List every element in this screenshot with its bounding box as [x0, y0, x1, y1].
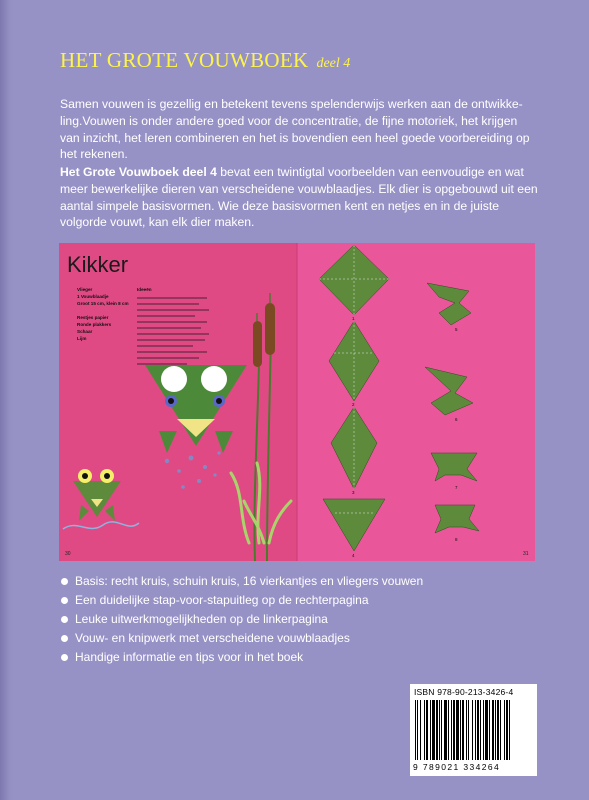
intro-paragraph-1: Samen vouwen is gezellig en betekent tevens spelenderwijs werken aan de ontwikkeling.Vouwen is onder andere goed voor de concentratie, de fijne motoriek, het krijgen van inzicht, het leren combineren en het is bovendien een heel goede voorbereiding op het rekenen.: [60, 97, 530, 162]
barcode-bar: [489, 700, 490, 760]
bullet-dot-icon: [61, 597, 68, 604]
step-number: 8: [455, 537, 458, 542]
step-number: 4: [352, 553, 355, 558]
bullet-dot-icon: [61, 654, 68, 661]
barcode-bar: [468, 700, 469, 760]
barcode-bar: [436, 700, 438, 760]
step-number: 7: [455, 485, 458, 490]
barcode-bar: [453, 700, 455, 760]
step-number: 3: [352, 490, 355, 495]
barcode-bar: [430, 700, 431, 760]
barcode-bar: [477, 700, 479, 760]
barcode-bar: [451, 700, 452, 760]
material-item: Groot 15 cm, klein 8 cm: [77, 301, 129, 306]
feature-list: [60, 572, 540, 667]
barcode-bar: [417, 700, 418, 760]
right-page-number: 31: [523, 551, 529, 557]
isbn-text: ISBN 978-90-213-3426-4: [414, 687, 514, 697]
bullet-dot-icon: [61, 616, 68, 623]
feature-item: Handige informatie en tips voor in het boek: [60, 648, 540, 667]
barcode-bar: [480, 700, 481, 760]
step-number: 1: [352, 316, 355, 321]
barcode-bar: [475, 700, 476, 760]
barcode-bar: [506, 700, 508, 760]
step-number: 2: [352, 402, 355, 407]
intro-paragraph-2: [60, 164, 538, 231]
feature-item: Basis: recht kruis, schuin kruis, 16 vierkantjes en vliegers vouwen: [60, 572, 540, 591]
title-main: HET GROTE VOUWBOEK: [60, 48, 309, 72]
ean-digits: 9 789021 334264: [413, 762, 501, 772]
book-title: [60, 48, 350, 73]
step-number: 5: [455, 327, 458, 332]
barcode-bar: [500, 700, 501, 760]
barcode-bar: [466, 700, 467, 760]
barcode-bar: [472, 700, 473, 760]
book-spine-edge: [0, 0, 14, 800]
feature-item: Leuke uitwerkmogelijkheden op de linkerpagina: [60, 610, 540, 629]
barcode-bar: [485, 700, 488, 760]
barcode-bars-icon: [414, 700, 533, 762]
barcode-bar: [497, 700, 499, 760]
intro-paragraph-2-text: bevat een twintigtal voorbeelden van eenvoudige en wat meer bewerkelijke dieren van verscheidene vouwblaadjes. Elk dier is opgebouwd uit een aantal simpele basisvormen. Wie deze basisvormen kent en netjes en in de juiste volgorde vouwt, kan elk dier maken.: [60, 165, 538, 230]
barcode-bar: [426, 700, 428, 760]
step-number: 6: [455, 417, 458, 422]
barcode-bar: [432, 700, 435, 760]
barcode-box: [410, 684, 537, 776]
barcode-bar: [441, 700, 442, 760]
title-volume: deel 4: [316, 56, 351, 71]
barcode-bar: [439, 700, 440, 760]
barcode-bar: [495, 700, 496, 760]
instructions-label: Ideeën: [137, 287, 152, 292]
barcode-bar: [444, 700, 447, 760]
material-item: Restjes papier: [77, 315, 109, 320]
sample-spread-image: [59, 243, 535, 561]
barcode-bar: [448, 700, 449, 760]
material-item: Schaar: [77, 329, 93, 334]
feature-item: Vouw- en knipwerk met verscheidene vouwblaadjes: [60, 629, 540, 648]
left-page-number: 30: [65, 551, 71, 557]
material-item: 1 Vouwblaadje: [77, 294, 109, 299]
sample-spread-illustration: [59, 243, 535, 561]
material-item: Ronde plakkers: [77, 322, 112, 327]
material-item: Lijm: [77, 336, 87, 341]
barcode-bar: [420, 700, 421, 760]
barcode-bar: [424, 700, 425, 760]
barcode-bar: [462, 700, 464, 760]
barcode-bar: [504, 700, 505, 760]
barcode-bar: [483, 700, 484, 760]
material-item: Vlieger: [77, 287, 93, 292]
bullet-dot-icon: [61, 578, 68, 585]
feature-item: Een duidelijke stap-voor-stapuitleg op de rechterpagina: [60, 591, 540, 610]
barcode-bar: [460, 700, 461, 760]
bullet-dot-icon: [61, 635, 68, 642]
barcode-bar: [509, 700, 510, 760]
intro-bold-title: Het Grote Vouwboek deel 4: [60, 165, 217, 179]
barcode-bar: [492, 700, 494, 760]
barcode-bar: [415, 700, 416, 760]
barcode-bar: [456, 700, 459, 760]
spread-heading: Kikker: [67, 252, 129, 277]
